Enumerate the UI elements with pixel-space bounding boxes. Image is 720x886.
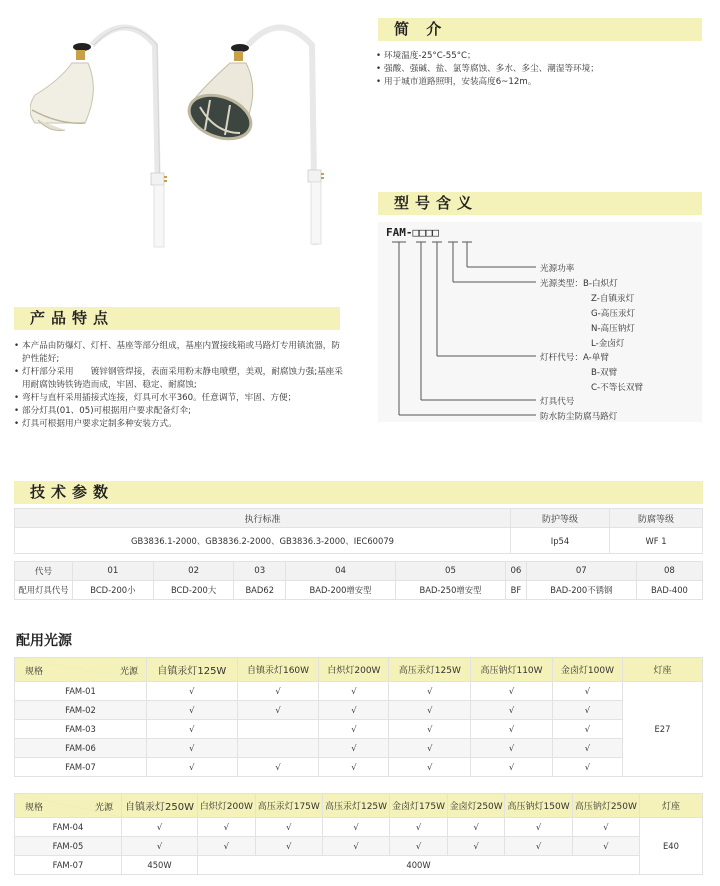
- code-cell: 06: [506, 562, 527, 581]
- fixture-cell: BAD-250增安型: [396, 581, 506, 600]
- seat-header: 灯座: [623, 658, 703, 682]
- check-cell: √: [147, 739, 238, 758]
- check-cell: √: [390, 837, 448, 856]
- spec-label: 规格: [25, 803, 44, 813]
- light-header: 高压汞灯125W: [389, 658, 471, 682]
- spec-cell: FAM-05: [15, 837, 122, 856]
- std-header: 防护等级: [511, 509, 610, 528]
- check-cell: √: [322, 837, 389, 856]
- fixture-cell: BAD-400: [636, 581, 702, 600]
- feature-item: • 灯具可根据用户要求定制多种安装方式。: [14, 418, 344, 431]
- check-cell: √: [319, 720, 389, 739]
- check-cell: √: [471, 720, 553, 739]
- model-title: 型号含义: [394, 194, 479, 212]
- spec-label: 规格: [25, 667, 44, 677]
- spec-cell: FAM-02: [15, 701, 147, 720]
- table-row: [15, 720, 703, 739]
- check-cell: √: [505, 837, 572, 856]
- check-cell: √: [389, 720, 471, 739]
- code-cell: 03: [234, 562, 286, 581]
- code-row-label: 代号: [15, 562, 73, 581]
- spec-source-header: [15, 794, 122, 818]
- fixture-cell: BCD-200大: [153, 581, 234, 600]
- check-cell: √: [552, 701, 622, 720]
- light-header: 白炽灯200W: [198, 794, 256, 818]
- check-cell: √: [572, 837, 639, 856]
- source-label: 光源: [94, 803, 113, 813]
- label-light-type: 光源类型：B-白炽灯: [540, 279, 618, 289]
- light-source-table-e40: [14, 793, 703, 875]
- light-header: 自镇汞灯125W: [147, 658, 238, 682]
- spec-cell: FAM-06: [15, 739, 147, 758]
- features-title: 产品特点: [30, 309, 115, 327]
- check-cell: √: [471, 758, 553, 777]
- check-cell: √: [447, 818, 505, 837]
- light-source-table-e27: [14, 657, 703, 777]
- check-cell: √: [471, 682, 553, 701]
- seat-cell: E40: [640, 818, 703, 875]
- code-cell: 01: [73, 562, 154, 581]
- check-cell: √: [572, 818, 639, 837]
- code-cell: 02: [153, 562, 234, 581]
- intro-item: • 环境温度-25°C-55°C；: [376, 50, 706, 63]
- seat-header: 灯座: [640, 794, 703, 818]
- fixture-code-table: [14, 561, 703, 600]
- spec-cell: FAM-07: [15, 856, 122, 875]
- spec-cell: FAM-07: [15, 758, 147, 777]
- label-light-type-l: L-金卤灯: [591, 339, 625, 349]
- table-row: [15, 758, 703, 777]
- tech-title: 技术参数: [30, 483, 115, 501]
- check-cell: √: [552, 758, 622, 777]
- power-cell: 400W: [198, 856, 640, 875]
- check-cell: √: [198, 837, 256, 856]
- label-pole-c: C-不等长双臂: [591, 383, 644, 393]
- spec-cell: FAM-04: [15, 818, 122, 837]
- check-cell: √: [389, 682, 471, 701]
- standards-table: [14, 508, 703, 554]
- intro-list: [376, 50, 706, 89]
- label-pole: 灯杆代号：A-单臂: [540, 353, 609, 363]
- check-cell: √: [319, 701, 389, 720]
- model-heading: [378, 192, 702, 215]
- spec-cell: FAM-01: [15, 682, 147, 701]
- check-cell: √: [552, 720, 622, 739]
- check-cell: √: [552, 739, 622, 758]
- label-power: 光源功率: [540, 264, 575, 274]
- label-light-type-z: Z-自镇汞灯: [591, 294, 635, 304]
- code-cell: 04: [286, 562, 396, 581]
- check-cell: √: [390, 818, 448, 837]
- std-header: 执行标准: [15, 509, 511, 528]
- check-cell: [237, 720, 319, 739]
- intro-title: 简 介: [394, 20, 448, 38]
- table-row: [15, 856, 703, 875]
- fixture-cell: BAD-200不锈钢: [526, 581, 636, 600]
- power-cell: 450W: [122, 856, 198, 875]
- fixture-cell: BCD-200小: [73, 581, 154, 600]
- std-value: Ip54: [511, 528, 610, 554]
- code-cell: 07: [526, 562, 636, 581]
- model-diagram: [378, 222, 702, 422]
- check-cell: √: [322, 818, 389, 837]
- light-header: 高压钠灯250W: [572, 794, 639, 818]
- table-row: [15, 682, 703, 701]
- label-light-type-g: G-高压汞灯: [591, 309, 636, 319]
- light-header: 高压钠灯110W: [471, 658, 553, 682]
- check-cell: √: [147, 701, 238, 720]
- tech-heading: [14, 481, 340, 504]
- label-pole-b: B-双臂: [591, 368, 618, 378]
- check-cell: √: [389, 701, 471, 720]
- label-light-type-n: N-高压钠灯: [591, 324, 635, 334]
- feature-item: • 弯杆与直杆采用插接式连接，灯具可水平360。任意调节，牢固、方便；: [14, 392, 344, 405]
- feature-item: • 部分灯具(01、05)可根据用户要求配备灯伞;: [14, 405, 344, 418]
- intro-item: • 强酸、强碱、盐、氯等腐蚀、多水、多尘、潮湿等环境；: [376, 63, 706, 76]
- check-cell: √: [471, 701, 553, 720]
- label-product: 防水防尘防腐马路灯: [540, 412, 618, 422]
- features-list: [14, 340, 344, 431]
- check-cell: √: [147, 758, 238, 777]
- check-cell: √: [198, 818, 256, 837]
- check-cell: √: [552, 682, 622, 701]
- table-row: [15, 739, 703, 758]
- check-cell: √: [319, 758, 389, 777]
- light-header: 自镇汞灯160W: [237, 658, 319, 682]
- light-header: 白炽灯200W: [319, 658, 389, 682]
- check-cell: √: [255, 837, 322, 856]
- feature-item: • 灯杆部分采用 镀锌钢管焊接，表面采用粉末静电喷塑，美观，耐腐蚀力强;基座采用耐腐蚀铸铁铸造而成，牢固、稳定、耐腐蚀;: [14, 366, 344, 392]
- code-cell: 08: [636, 562, 702, 581]
- check-cell: √: [147, 682, 238, 701]
- check-cell: √: [237, 758, 319, 777]
- check-cell: √: [319, 682, 389, 701]
- check-cell: √: [389, 758, 471, 777]
- check-cell: [237, 739, 319, 758]
- light-header: 金卤灯175W: [390, 794, 448, 818]
- check-cell: √: [147, 720, 238, 739]
- model-code: FAM-□□□□: [386, 226, 439, 239]
- light-header: 高压钠灯150W: [505, 794, 572, 818]
- check-cell: √: [122, 818, 198, 837]
- tech-heading-bar: [340, 481, 703, 504]
- source-label: 光源: [119, 667, 138, 677]
- light-header: 金卤灯250W: [447, 794, 505, 818]
- table-row: [15, 837, 703, 856]
- light-header: 高压汞灯175W: [255, 794, 322, 818]
- check-cell: √: [237, 682, 319, 701]
- check-cell: √: [447, 837, 505, 856]
- spec-cell: FAM-03: [15, 720, 147, 739]
- light-header: 高压汞灯125W: [322, 794, 389, 818]
- intro-item: • 用于城市道路照明，安装高度6~12m。: [376, 76, 706, 89]
- check-cell: √: [237, 701, 319, 720]
- features-heading: [14, 307, 340, 330]
- check-cell: √: [255, 818, 322, 837]
- fixture-row-label: 配用灯具代号: [15, 581, 73, 600]
- feature-item: • 本产品由防爆灯、灯杆、基座等部分组成，基座内置接线箱或马路灯专用镇流器，防护性能好;: [14, 340, 344, 366]
- table-row: [15, 818, 703, 837]
- product-image-street-lamps: [30, 15, 350, 255]
- check-cell: √: [389, 739, 471, 758]
- label-fixture: 灯具代号: [540, 397, 575, 407]
- spec-source-header: [15, 658, 147, 682]
- fixture-cell: BAD62: [234, 581, 286, 600]
- lights-title: 配用光源: [16, 633, 72, 649]
- check-cell: √: [471, 739, 553, 758]
- light-header: 金卤灯100W: [552, 658, 622, 682]
- fixture-cell: BF: [506, 581, 527, 600]
- check-cell: √: [319, 739, 389, 758]
- check-cell: √: [122, 837, 198, 856]
- check-cell: √: [505, 818, 572, 837]
- intro-heading: [378, 18, 702, 41]
- std-header: 防腐等级: [610, 509, 703, 528]
- code-cell: 05: [396, 562, 506, 581]
- std-value: GB3836.1-2000、GB3836.2-2000、GB3836.3-2000、IEC60079: [15, 528, 511, 554]
- light-header: 自镇汞灯250W: [122, 794, 198, 818]
- fixture-cell: BAD-200增安型: [286, 581, 396, 600]
- seat-cell: E27: [623, 682, 703, 777]
- std-value: WF 1: [610, 528, 703, 554]
- table-row: [15, 701, 703, 720]
